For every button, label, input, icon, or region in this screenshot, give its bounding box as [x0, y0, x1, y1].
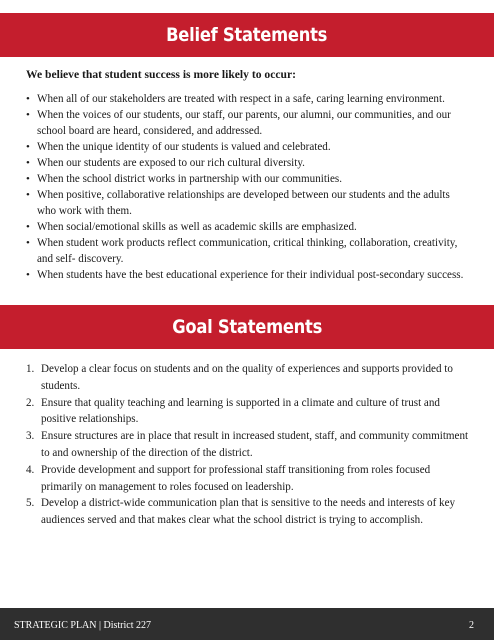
- belief-list: [26, 91, 468, 283]
- belief-item: • When our students are exposed to our rich cultural diversity.: [26, 157, 305, 169]
- goal-number: 2.: [26, 396, 35, 409]
- bullet-icon: •: [26, 237, 30, 249]
- belief-item: • When the voices of our students, our staff, our parents, our alumni, our communities, and our school board are heard, considered, and addressed.: [26, 109, 451, 137]
- bullet-icon: •: [26, 93, 30, 105]
- belief-item: • When student work products reflect communication, critical thinking, collaboration, creativity, and self- discovery.: [26, 237, 458, 265]
- page-number: 2: [469, 620, 474, 631]
- page-footer: [0, 608, 494, 640]
- bullet-icon: •: [26, 109, 30, 121]
- goal-statements-title: Goal Statements: [172, 316, 322, 338]
- bullet-icon: •: [26, 157, 30, 169]
- goal-number: 3.: [26, 430, 35, 443]
- belief-intro: We believe that student success is more likely to occur:: [26, 68, 296, 81]
- bullet-icon: •: [26, 173, 30, 185]
- belief-item: • When the unique identity of our students is valued and celebrated.: [26, 141, 331, 153]
- goal-number: 1.: [26, 363, 35, 375]
- belief-statements-title: Belief Statements: [166, 24, 328, 46]
- bullet-icon: •: [26, 141, 30, 153]
- bullet-icon: •: [26, 189, 30, 201]
- belief-item: • When students have the best educational experience for their individual post-secondary success.: [26, 269, 464, 281]
- belief-item: • When positive, collaborative relationships are developed between our students and the adults who work with them.: [26, 189, 450, 217]
- belief-item: • When social/emotional skills as well as academic skills are emphasized.: [26, 221, 357, 233]
- bullet-icon: •: [26, 269, 30, 281]
- belief-statements-banner: [0, 13, 494, 57]
- footer-document-title: STRATEGIC PLAN | District 227: [14, 620, 152, 631]
- goal-list: [26, 361, 472, 529]
- belief-item: • When all of our stakeholders are treated with respect in a safe, caring learning environment.: [26, 93, 445, 105]
- bullet-icon: •: [26, 221, 30, 233]
- goal-number: 5.: [26, 497, 35, 510]
- goal-statements-banner: [0, 305, 494, 349]
- goal-number: 4.: [26, 463, 35, 476]
- goal-item: 4. Provide development and support for professional staff transitioning from roles focused primarily on management to roles focused on leadership.: [26, 463, 431, 493]
- goal-item: 2. Ensure that quality teaching and learning is supported in a climate and culture of trust and positive relationships.: [26, 396, 440, 426]
- goal-item: 3. Ensure structures are in place that result in increased student, staff, and community commitment to and ownership of the direction of the district.: [26, 430, 469, 459]
- goal-item: 1. Develop a clear focus on students and on the quality of experiences and supports provided to students.: [26, 363, 453, 392]
- belief-item: • When the school district works in partnership with our communities.: [26, 173, 343, 185]
- goal-item: 5. Develop a district-wide communication plan that is sensitive to the needs and interests of key audiences served and that makes clear what the school district is trying to accomplish.: [26, 497, 456, 527]
